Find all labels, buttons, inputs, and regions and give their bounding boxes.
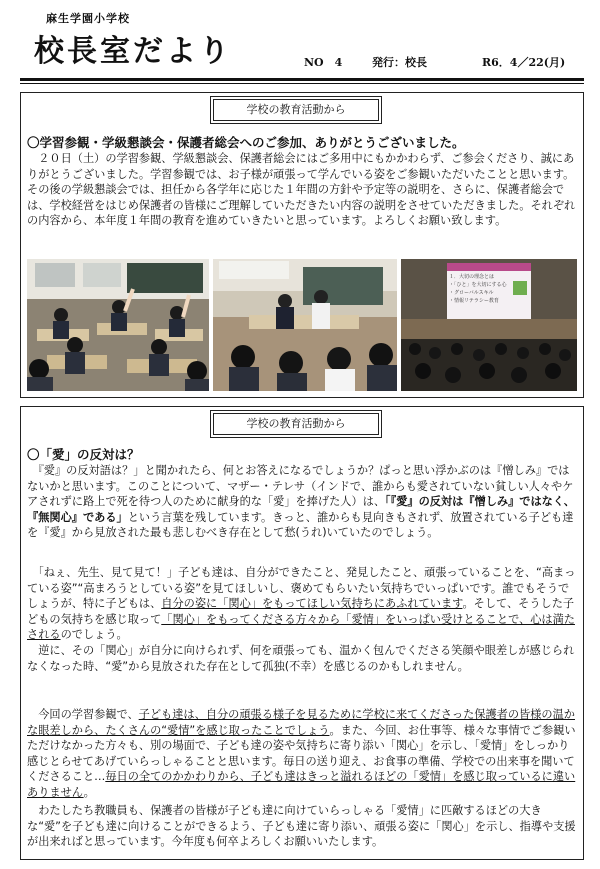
school-name: 麻生学園小学校	[46, 12, 130, 25]
newsletter-header	[20, 8, 584, 94]
section-heading: 〇学習参観・学級懇談会・保護者総会へのご参加、ありがとうございました。	[27, 135, 465, 150]
text-run: 『愛』の反対語は？」と聞かれたら、何とお答えになるでしょうか？ぱっと思い浮かぶのは『憎しみ』ではないかと思います。このことについて、マザー・テレサ（インドで、誰からも愛されていない貧しい人々やケアされずに路上で死を待つ人のために献身的な「愛」を捧げた人）は、	[27, 464, 574, 509]
text-run: 。	[83, 785, 95, 799]
newsletter-title: 校長室だより	[34, 34, 232, 69]
bold-quote: 「『愛』の反対は『憎しみ』ではなく、『無関心』である」	[27, 495, 575, 524]
issue-number: NO 4	[304, 56, 343, 69]
underlined-text: 自分の姿に「関心」をもってほしい気持ちにあふれています	[161, 597, 463, 611]
section-parent-visit	[20, 92, 584, 398]
classroom-photo	[27, 259, 209, 391]
paragraph-mother-teresa	[27, 463, 577, 541]
text-run: 今回の学習参観で、	[27, 708, 139, 721]
underlined-text: 子ども達は、自分の頑張る様子を見るために学校に来てくださった保護者の皆様の温かな眼差しから、たくさんの“愛情”を感じ取ったことでしょう	[27, 708, 575, 737]
section-love-opposite	[20, 406, 584, 860]
newsletter-page	[20, 8, 584, 860]
meeting-photo	[213, 259, 397, 391]
issue-date: R6．4／22(月)	[482, 56, 566, 69]
text-run: という言葉を残しています。きっと、誰からも見向きもされず、放置されている子ども達を『愛』から見放された最も悲しむべき存在として愁(うれ)いていたのでしょう。	[27, 510, 574, 540]
paragraph-parent-visit	[27, 707, 577, 801]
underlined-text: 「関心」をもってくださる方々から「愛情」をいっぱい受けとることで、心は満たされる	[27, 612, 575, 642]
paragraph-children-attention	[27, 565, 577, 643]
section-heading: 〇「愛」の反対は？	[27, 447, 140, 462]
header-rule-thin	[20, 83, 584, 84]
slide-text	[449, 273, 529, 305]
slide-line: ・グローバルスキル	[449, 290, 494, 296]
paragraph-loneliness: 逆に、その「関心」が自分に向けられず、何を頑張っても、温かく包んでくださる笑顔や眼差しが感じられなくなった時、“愛”から見放された存在として孤独(不幸）を感じるのかもしれません。	[27, 644, 575, 673]
section-label: 学校の教育活動から	[213, 413, 379, 435]
photo-strip	[27, 259, 577, 391]
header-rule	[20, 78, 584, 81]
underlined-text: 毎日の全てのかかわりから、子ども達はきっと溢れるほどの「愛情」を感じ取っているに違いありません	[27, 770, 576, 799]
slide-title: １．大切の理念とは	[449, 274, 495, 280]
section-label: 学校の教育活動から	[213, 99, 379, 121]
slide-line: ・情報リテラシー教育	[449, 298, 499, 304]
assembly-photo	[401, 259, 577, 391]
paragraph-staff-commitment: わたしたち教職員も、保護者の皆様が子ども達に向けていらっしゃる「愛情」に匹敵するほどの大きな“愛”を子ども達に向けることができるよう、子ども達に寄り添い、頑張る姿に「関心」を示し、指導や支援が出来ればと思っています。今年度も何卒よろしくお願いいたします。	[27, 804, 576, 849]
section-paragraph: ２０日（土）の学習参観、学級懇談会、保護者総会にはご多用中にもかかわらず、ご参会くださり、誠にありがとうございました。学習参観では、お子様が頑張って学んでいる姿をご参観いただいたことと思います。その後の学級懇談会では、担任から各学年に応じた１年間の方針や予定等の説明を、さらに、保護者総会では、学校経営をはじめ保護者の皆様にご理解していただきたい内容の説明をさせていただきました。それぞれの内容から、本年度１年間の教育を進めていきたいと思っています。よろしくお願い致します。	[27, 152, 576, 228]
text-run: 「ねぇ、先生、見て見て！」子ども達は、自分ができたこと、発見したこと、頑張っていることを、“高まっている姿”“高まろうとしている姿”を見てほしいし、褒めてもらいたい気持ちでいっぱいです。誰でもそうでしょうが、特に子どもは、	[27, 566, 576, 611]
text-run: のでしょう。	[60, 628, 128, 642]
text-run: 。また、今回、お仕事等、様々な事情でご参観いただけなかった方々も、別の場面で、子ども達の姿や気持ちに寄り添い「関心」を示し、「愛情」をしっかり感じとらせてあげていらっしゃることと思います。毎日の送り迎え、お食事の準備、学校での出来事を聞いてくださること…	[27, 723, 576, 784]
text-run: 。そして、そうした子どもの気持ちを感じ取って	[27, 597, 575, 626]
issuer: 発行：校長	[372, 56, 427, 69]
slide-line: ・「ひと」を大切にする心	[449, 282, 507, 288]
